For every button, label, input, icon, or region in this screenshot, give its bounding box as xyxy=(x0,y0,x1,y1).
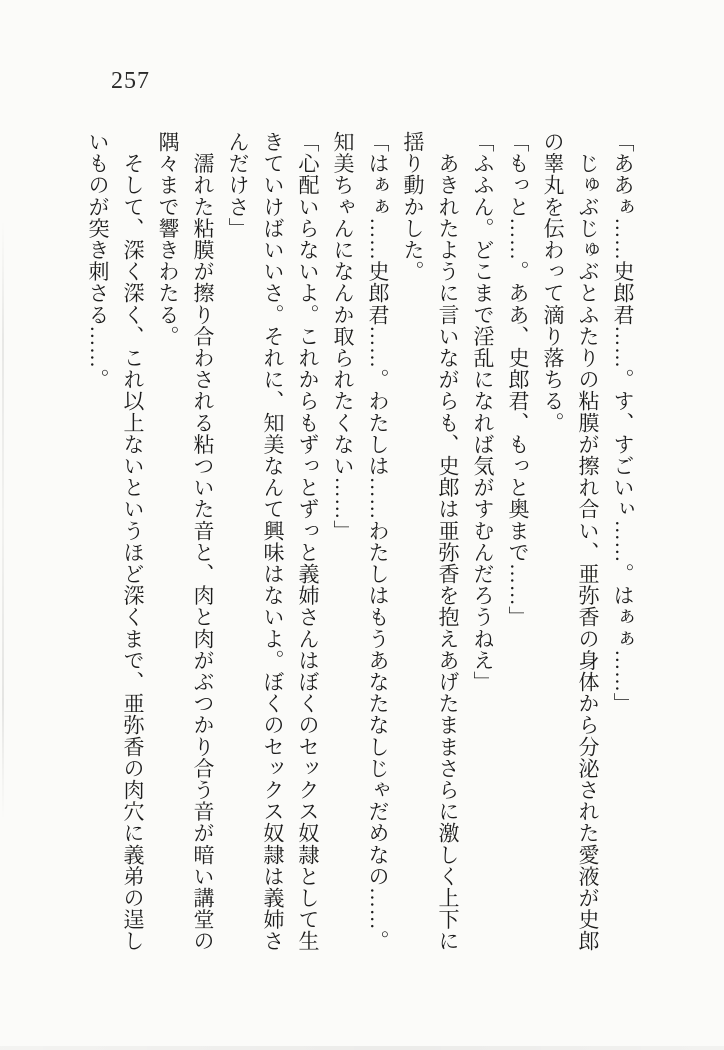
text-line: 揺り動かした。 xyxy=(401,131,425,283)
text-line: んだけさ」 xyxy=(226,131,250,239)
text-line: 隅々まで響きわたる。 xyxy=(156,131,180,347)
text-line: 「もっと……。ああ、史郎君、もっと奥まで……」 xyxy=(506,131,530,628)
text-line: 「ああぁ……史郎君……。す、すごいぃ……。はぁぁ……」 xyxy=(611,131,635,715)
scan-artifact-bottom-edge xyxy=(0,1046,724,1050)
text-line: きていけばいいさ。それに、知美なんて興味はないよ。ぼくのセックス奴隷は義姉さ xyxy=(261,131,285,952)
text-line: 濡れた粘膜が擦り合わされる粘ついた音と、肉と肉がぶつかり合う音が暗い講堂の xyxy=(191,131,215,952)
text-line: そして、深く深く、これ以上ないというほど深くまで、亜弥香の肉穴に義弟の逞し xyxy=(121,131,145,952)
page-number: 257 xyxy=(111,68,150,94)
text-line: 知美ちゃんになんか取られたくない……」 xyxy=(331,131,355,542)
text-line: あきれたように言いながらも、史郎は亜弥香を抱えあげたままさらに激しく上下に xyxy=(436,131,460,952)
text-line: 「ふふん。どこまで淫乱になれば気がすむんだろうねえ」 xyxy=(471,131,495,693)
text-line: いものが突き刺さる……。 xyxy=(86,131,110,391)
body-text xyxy=(80,131,640,961)
text-line: 「はぁぁ……史郎君……。わたしは……わたしはもうあなたなしじゃだめなの……。 xyxy=(366,131,390,952)
text-line: じゅぶじゅぶとふたりの粘膜が擦れ合い、亜弥香の身体から分泌された愛液が史郎 xyxy=(576,131,600,952)
scan-artifact-left-edge xyxy=(2,220,4,820)
text-line: 「心配いらないよ。これからもずっとずっと義姉さんはぼくのセックス奴隷として生 xyxy=(296,131,320,952)
text-line: の睾丸を伝わって滴り落ちる。 xyxy=(541,131,565,434)
